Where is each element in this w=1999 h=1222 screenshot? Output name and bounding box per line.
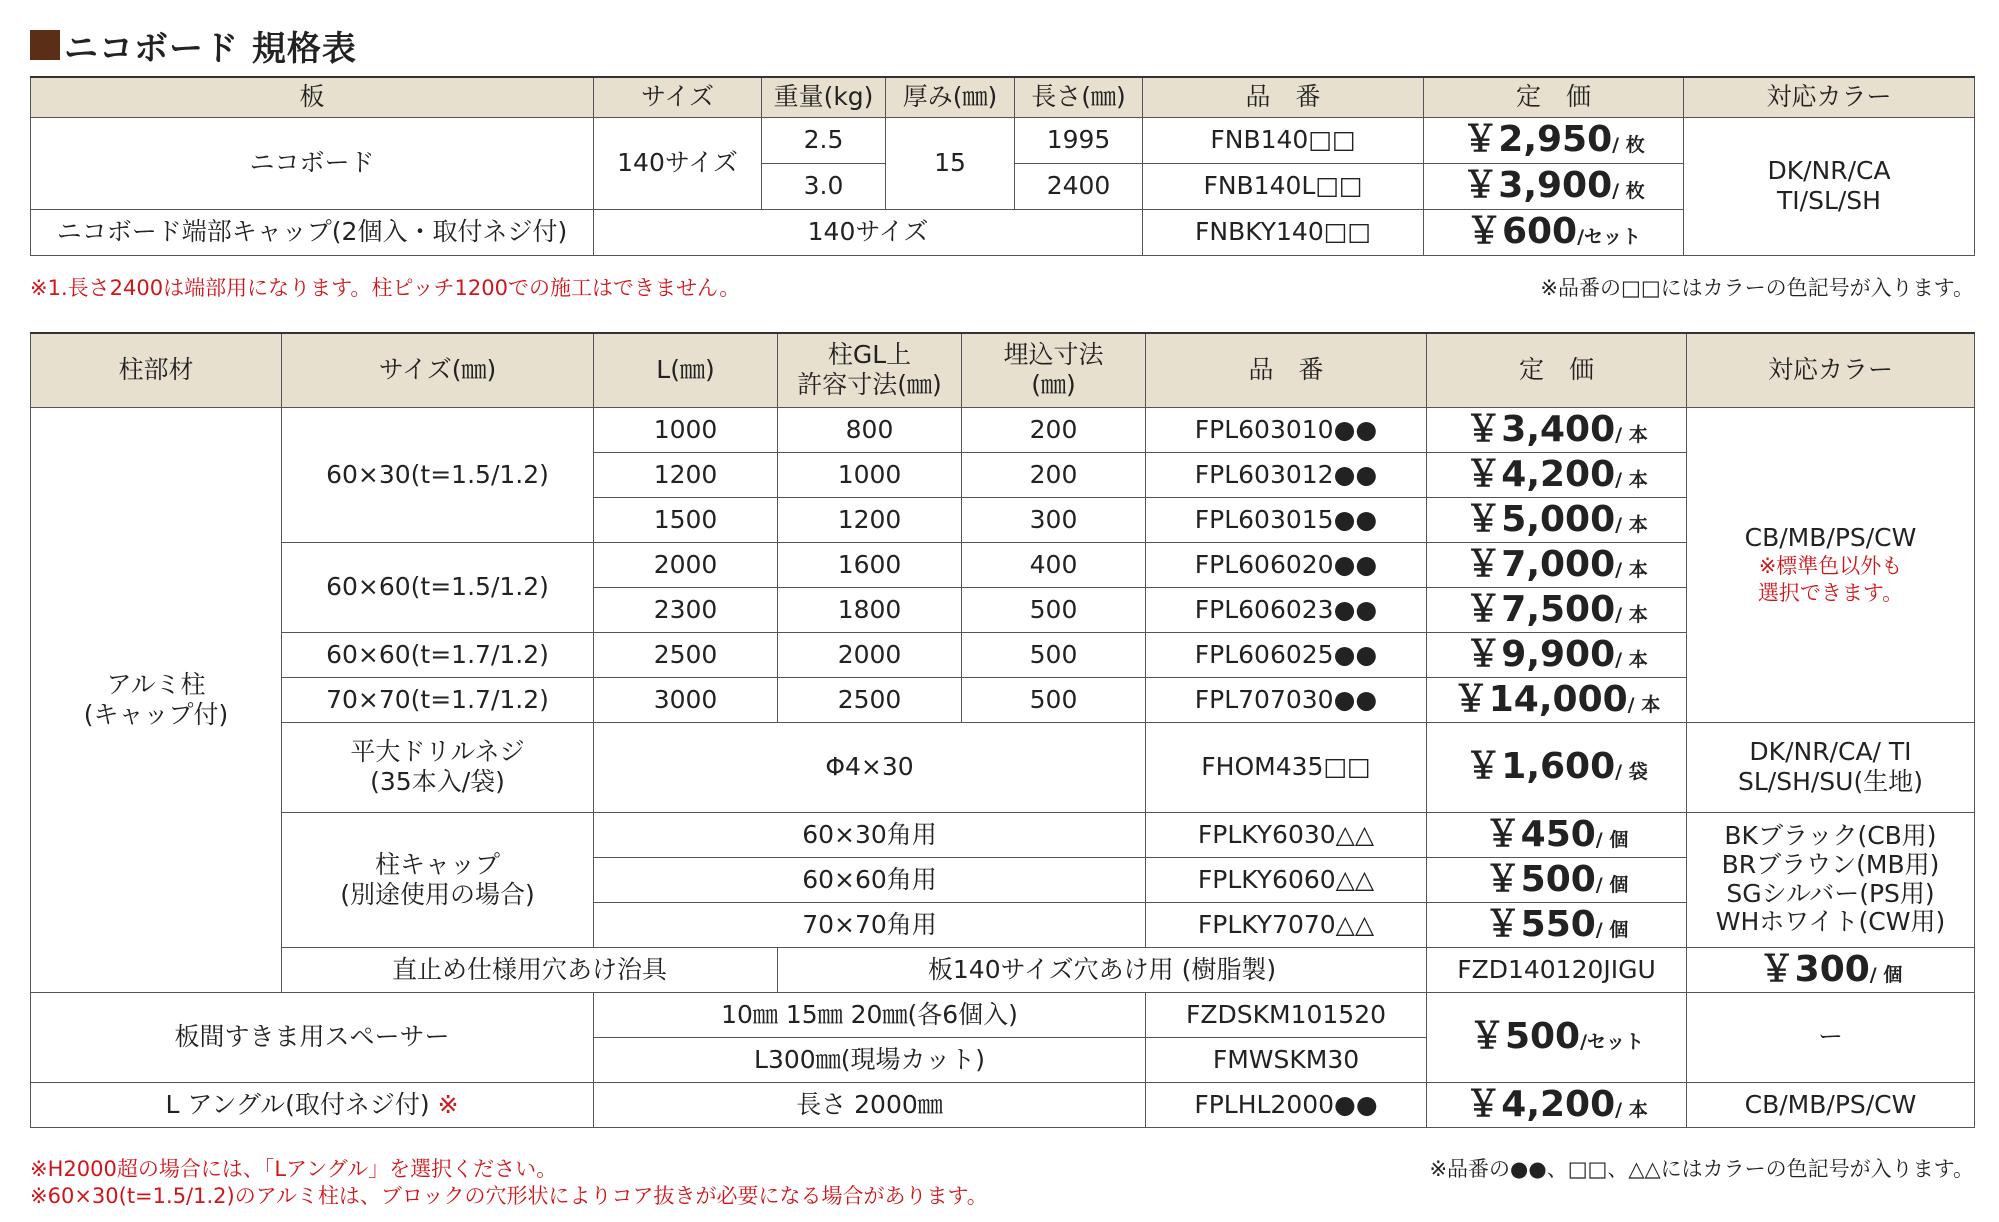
alumi-post-label [31, 407, 282, 992]
table-header-row [31, 333, 1975, 407]
color-line: BKブラック(CB用) [1724, 821, 1937, 850]
cap-spec: 60×60角用 [594, 857, 1146, 902]
header-thickness: 厚み(㎜) [886, 77, 1015, 117]
color-line: DK/NR/CA [1767, 156, 1891, 185]
cap-name-line1: 柱キャップ [374, 849, 500, 879]
part-number: FPL707030●● [1146, 677, 1427, 722]
color-line: BRブラウン(MB用) [1721, 849, 1940, 879]
header-gl-line2: 許容寸法(㎜) [797, 370, 942, 400]
l-cell: 1000 [594, 407, 778, 452]
angle-spec: 長さ 2000㎜ [594, 1082, 1146, 1127]
part-number: FPL606023●● [1146, 587, 1427, 632]
header-price: 定 価 [1424, 77, 1684, 117]
table-row [31, 992, 1975, 1037]
post-size: 70×70(t=1.7/1.2) [282, 677, 594, 722]
price-value: ￥2,950 [1462, 119, 1613, 161]
color-line: DK/NR/CA/ TI [1749, 737, 1912, 766]
board-spec-table [30, 76, 1975, 256]
price-value: ￥3,400 [1465, 408, 1616, 450]
part-number: FPLHL2000●● [1146, 1082, 1427, 1127]
post-spec-table [30, 332, 1975, 1128]
gl-cell: 2000 [778, 632, 962, 677]
l-cell: 3000 [594, 677, 778, 722]
weight-cell: 3.0 [762, 163, 886, 209]
jig-spec: 板140サイズ穴あけ用 (樹脂製) [778, 947, 1427, 992]
part-number: FPL603012●● [1146, 452, 1427, 497]
price-cell [1427, 497, 1687, 542]
post-color-line: CB/MB/PS/CW [1744, 523, 1917, 553]
gl-cell: 1200 [778, 497, 962, 542]
header-part: 品 番 [1143, 77, 1424, 117]
header-gl [778, 333, 962, 407]
post-size: 60×30(t=1.5/1.2) [282, 407, 594, 542]
note-length-2400: ※1.長さ2400は端部用になります。柱ピッチ1200での施工はできません。 [30, 276, 741, 300]
part-number: FMWSKM30 [1146, 1037, 1427, 1082]
board-size: 140サイズ [594, 117, 762, 209]
price-value: ￥5,000 [1465, 498, 1616, 540]
part-number: FNBKY140□□ [1143, 209, 1424, 255]
price-unit: /セット [1580, 1031, 1645, 1054]
price-cell [1427, 992, 1687, 1082]
price-unit: /セット [1577, 226, 1642, 249]
title-square-icon [30, 30, 60, 60]
part-number: FPL606020●● [1146, 542, 1427, 587]
spacer-name: 板間すきま用スペーサー [31, 992, 594, 1082]
header-color: 対応カラー [1687, 333, 1975, 407]
header-embed [962, 333, 1146, 407]
gl-cell: 800 [778, 407, 962, 452]
price-cell [1424, 117, 1684, 163]
table-row [31, 209, 1975, 255]
price-value: ￥9,900 [1465, 633, 1616, 675]
screw-colors [1687, 722, 1975, 812]
header-l: L(㎜) [594, 333, 778, 407]
price-cell [1427, 722, 1687, 812]
post-colors [1687, 407, 1975, 722]
note-h2000: ※H2000超の場合には、「Lアングル」を選択ください。 [30, 1157, 558, 1181]
l-cell: 2500 [594, 632, 778, 677]
l-cell: 2300 [594, 587, 778, 632]
embed-cell: 200 [962, 452, 1146, 497]
embed-cell: 200 [962, 407, 1146, 452]
price-cell [1427, 677, 1687, 722]
header-material: 柱部材 [31, 333, 282, 407]
l-cell: 2000 [594, 542, 778, 587]
table-row [31, 632, 1975, 677]
header-price: 定 価 [1427, 333, 1687, 407]
table-row [31, 407, 1975, 452]
header-color: 対応カラー [1684, 77, 1975, 117]
jig-name: 直止め仕様用穴あけ治具 [282, 947, 778, 992]
spacer-spec: 10㎜ 15㎜ 20㎜(各6個入) [594, 992, 1146, 1037]
part-number: FPLKY6060△△ [1146, 857, 1427, 902]
price-value: ￥14,000 [1452, 678, 1628, 720]
price-value: ￥450 [1484, 813, 1596, 855]
price-unit: / 枚 [1612, 134, 1645, 157]
gl-cell: 1600 [778, 542, 962, 587]
price-cell [1424, 163, 1684, 209]
price-value: ￥1,600 [1465, 746, 1616, 788]
gl-cell: 1000 [778, 452, 962, 497]
table-row [31, 117, 1975, 163]
header-length: 長さ(㎜) [1015, 77, 1143, 117]
table-row [31, 677, 1975, 722]
part-number: FPLKY6030△△ [1146, 812, 1427, 857]
header-weight: 重量(kg) [762, 77, 886, 117]
price-cell [1424, 209, 1684, 255]
spacer-color: ー [1687, 992, 1975, 1082]
price-value: ￥3,900 [1462, 165, 1613, 207]
part-number: FPL603010●● [1146, 407, 1427, 452]
part-number: FPL603015●● [1146, 497, 1427, 542]
part-number: FNB140□□ [1143, 117, 1424, 163]
price-cell [1427, 542, 1687, 587]
header-part: 品 番 [1146, 333, 1427, 407]
page-title [30, 20, 357, 70]
price-value: ￥550 [1484, 903, 1596, 945]
part-number: FHOM435□□ [1146, 722, 1427, 812]
page-title-text: ニコボード 規格表 [64, 28, 357, 69]
part-number: FZD140120JIGU [1427, 947, 1687, 992]
embed-cell: 300 [962, 497, 1146, 542]
header-size: サイズ [594, 77, 762, 117]
screw-spec: Φ4×30 [594, 722, 1146, 812]
embed-cell: 500 [962, 632, 1146, 677]
price-value: ￥4,200 [1465, 1083, 1616, 1125]
embed-cell: 500 [962, 587, 1146, 632]
price-value: ￥600 [1465, 211, 1578, 253]
cap-name: ニコボード端部キャップ(2個入・取付ネジ付) [31, 209, 594, 255]
price-value: ￥7,500 [1465, 588, 1616, 630]
price-unit: / 個 [1595, 873, 1629, 896]
table-header-row [31, 77, 1975, 117]
note-color-code-1: ※品番の□□にはカラーの色記号が入ります。 [1540, 276, 1974, 300]
price-value: ￥500 [1484, 858, 1596, 900]
cap-name-line2: (別途使用の場合) [340, 879, 535, 909]
note-core-drill: ※60×30(t=1.5/1.2)のアルミ柱は、ブロックの穴形状によりコア抜きが必要になる場合があります。 [30, 1184, 988, 1208]
part-number: FZDSKM101520 [1146, 992, 1427, 1037]
screw-name [282, 722, 594, 812]
header-embed-line2: (㎜) [1031, 370, 1076, 400]
price-unit: / 本 [1615, 558, 1648, 581]
price-value: ￥300 [1758, 948, 1870, 990]
post-size: 60×60(t=1.5/1.2) [282, 542, 594, 632]
l-cell: 1200 [594, 452, 778, 497]
screw-name-line2: (35本入/袋) [370, 767, 505, 796]
price-cell [1427, 857, 1687, 902]
part-number: FNB140L□□ [1143, 163, 1424, 209]
angle-name-text: L アングル(取付ネジ付) [165, 1089, 430, 1119]
price-unit: / 袋 [1615, 761, 1648, 784]
price-unit: / 本 [1615, 1098, 1648, 1121]
gl-cell: 1800 [778, 587, 962, 632]
price-unit: / 個 [1869, 963, 1903, 986]
cap-name [282, 812, 594, 947]
cap-spec: 60×30角用 [594, 812, 1146, 857]
part-number: FPL606025●● [1146, 632, 1427, 677]
price-unit: / 本 [1627, 693, 1661, 716]
price-cell [1427, 407, 1687, 452]
angle-color: CB/MB/PS/CW [1687, 1082, 1975, 1127]
cap-spec: 70×70角用 [594, 902, 1146, 947]
cap-size: 140サイズ [594, 209, 1143, 255]
post-color-note-line2: 選択できます。 [1757, 580, 1904, 605]
weight-cell: 2.5 [762, 117, 886, 163]
angle-note-mark: ※ [437, 1089, 459, 1119]
board-thickness: 15 [886, 117, 1015, 209]
price-unit: / 本 [1615, 603, 1648, 626]
price-cell [1427, 1082, 1687, 1127]
price-value: ￥500 [1468, 1016, 1581, 1058]
color-line: SL/SH/SU(生地) [1738, 767, 1923, 796]
post-size: 60×60(t=1.7/1.2) [282, 632, 594, 677]
color-line: WHホワイト(CW用) [1715, 907, 1946, 937]
alumi-post-line1: アルミ柱 [106, 669, 206, 699]
post-color-note-line1: ※標準色以外も [1758, 554, 1903, 579]
angle-name [31, 1082, 594, 1127]
screw-name-line1: 平大ドリルネジ [350, 737, 525, 766]
header-ita: 板 [31, 77, 594, 117]
embed-cell: 400 [962, 542, 1146, 587]
table-row [31, 947, 1975, 992]
price-value: ￥4,200 [1465, 453, 1616, 495]
note-color-code-2: ※品番の●●、□□、△△にはカラーの色記号が入ります。 [1429, 1157, 1974, 1181]
color-line: TI/SL/SH [1777, 186, 1881, 215]
length-cell: 1995 [1015, 117, 1143, 163]
price-cell [1427, 452, 1687, 497]
price-cell [1427, 812, 1687, 857]
gl-cell: 2500 [778, 677, 962, 722]
price-unit: / 個 [1595, 828, 1629, 851]
price-unit: / 本 [1615, 423, 1648, 446]
price-unit: / 個 [1595, 918, 1629, 941]
price-unit: / 本 [1615, 513, 1648, 536]
price-unit: / 枚 [1612, 180, 1645, 203]
price-cell [1427, 587, 1687, 632]
cap-colors [1687, 812, 1975, 947]
spacer-spec: L300㎜(現場カット) [594, 1037, 1146, 1082]
part-number: FPLKY7070△△ [1146, 902, 1427, 947]
color-line: SGシルバー(PS用) [1726, 878, 1935, 908]
l-cell: 1500 [594, 497, 778, 542]
table-row [31, 1082, 1975, 1127]
table-row [31, 542, 1975, 587]
board-colors [1684, 117, 1975, 255]
price-unit: / 本 [1615, 648, 1648, 671]
embed-cell: 500 [962, 677, 1146, 722]
length-cell: 2400 [1015, 163, 1143, 209]
price-cell [1427, 632, 1687, 677]
board-name: ニコボード [31, 117, 594, 209]
price-cell [1687, 947, 1975, 992]
price-value: ￥7,000 [1465, 543, 1616, 585]
table-row [31, 812, 1975, 857]
header-gl-line1: 柱GL上 [827, 340, 912, 370]
header-embed-line1: 埋込寸法 [1003, 340, 1104, 370]
header-size: サイズ(㎜) [282, 333, 594, 407]
price-cell [1427, 902, 1687, 947]
table-row [31, 722, 1975, 812]
alumi-post-line2: (キャップ付) [83, 699, 229, 729]
price-unit: / 本 [1615, 468, 1648, 491]
